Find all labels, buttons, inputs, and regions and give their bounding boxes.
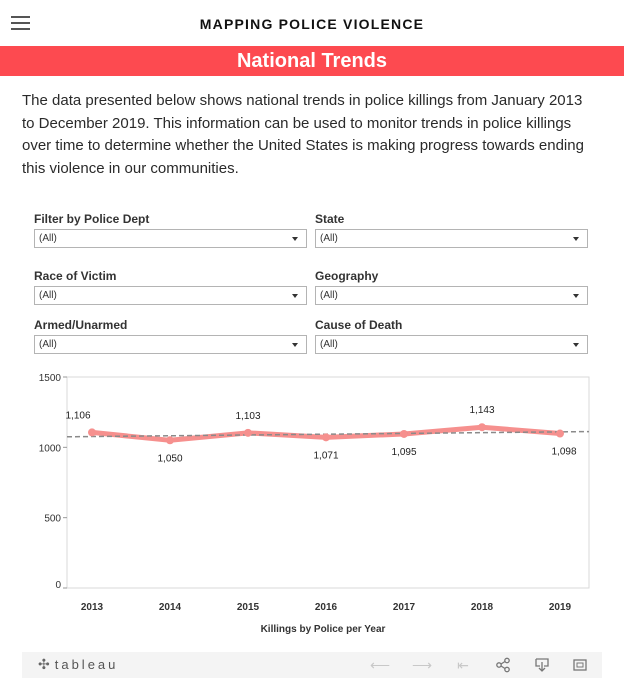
data-point: [478, 423, 486, 431]
x-tick-label: 2015: [236, 602, 260, 613]
plot-area: [67, 377, 589, 588]
x-tick-label: 2019: [548, 602, 572, 613]
caret-down-icon: [292, 294, 298, 298]
y-tick-label: 0: [55, 580, 61, 591]
select-value: (All): [39, 290, 57, 301]
data-label: 1,095: [391, 446, 417, 458]
caret-down-icon: [292, 343, 298, 347]
geography-select[interactable]: [315, 286, 588, 305]
caret-down-icon: [573, 343, 579, 347]
x-tick-label: 2014: [158, 602, 182, 613]
x-tick-label: 2017: [392, 602, 416, 613]
data-point: [88, 428, 96, 436]
y-tick-label: 500: [44, 513, 61, 525]
line-chart[interactable]: [22, 372, 602, 642]
select-value: (All): [320, 233, 338, 244]
site-title[interactable]: MAPPING POLICE VIOLENCE: [199, 16, 425, 32]
filter-state: [315, 212, 588, 248]
filter-geography: [315, 269, 588, 305]
top-bar: [0, 0, 624, 46]
filter-label: Geography: [315, 269, 379, 283]
data-label: 1,098: [551, 446, 577, 458]
caret-down-icon: [573, 294, 579, 298]
x-tick-label: 2018: [470, 602, 494, 613]
tableau-cross-icon: ✣: [38, 656, 53, 672]
select-value: (All): [320, 290, 338, 301]
filter-cause: [315, 318, 588, 354]
chart-svg: [22, 372, 602, 642]
arrow-left-icon[interactable]: ⟵: [369, 657, 391, 673]
caret-down-icon: [292, 237, 298, 241]
filter-label: Armed/Unarmed: [34, 318, 128, 332]
y-tick-label: 1500: [38, 373, 61, 384]
armed-select[interactable]: [34, 335, 307, 354]
x-tick-label: 2013: [80, 602, 104, 613]
data-point: [322, 433, 330, 441]
cause-select[interactable]: [315, 335, 588, 354]
police-dept-select[interactable]: [34, 229, 307, 248]
select-value: (All): [39, 339, 57, 350]
filter-label: Filter by Police Dept: [34, 212, 150, 226]
intro-paragraph: The data presented below shows national trends in police killings from January 2013 to December 2019. This information can be used to monitor trends in police killings over time to determine whether the United States is making progress towards ending this violence in our communities.: [22, 92, 584, 177]
x-tick-label: 2016: [314, 602, 338, 613]
data-label: 1,106: [65, 410, 91, 422]
data-point: [556, 430, 564, 438]
x-axis-title: Killings by Police per Year: [260, 624, 386, 635]
filter-armed: [34, 318, 307, 354]
y-tick-label: 1000: [38, 443, 61, 455]
share-icon[interactable]: [492, 655, 514, 675]
data-label: 1,071: [313, 450, 339, 462]
state-select[interactable]: [315, 229, 588, 248]
select-value: (All): [39, 233, 57, 244]
select-value: (All): [320, 339, 338, 350]
filter-race: [34, 269, 307, 305]
section-banner: National Trends: [0, 46, 624, 76]
data-point: [166, 436, 174, 444]
arrow-right-icon[interactable]: ⟶: [411, 657, 433, 673]
tableau-toolbar: [22, 652, 602, 678]
data-point: [400, 430, 408, 438]
filter-label: State: [315, 212, 345, 226]
revert-icon[interactable]: ⇤: [457, 657, 469, 673]
fullscreen-icon[interactable]: [569, 655, 591, 675]
filter-label: Cause of Death: [315, 318, 403, 332]
download-icon[interactable]: [531, 655, 553, 675]
tableau-logo[interactable]: [38, 656, 118, 673]
data-label: 1,143: [469, 405, 495, 417]
caret-down-icon: [573, 237, 579, 241]
data-label: 1,103: [235, 410, 261, 422]
filter-label: Race of Victim: [34, 269, 117, 283]
tableau-logo-text: tableau: [54, 657, 119, 672]
data-label: 1,050: [157, 453, 183, 465]
data-point: [244, 429, 252, 437]
race-select[interactable]: [34, 286, 307, 305]
filter-police-dept: [34, 212, 307, 248]
